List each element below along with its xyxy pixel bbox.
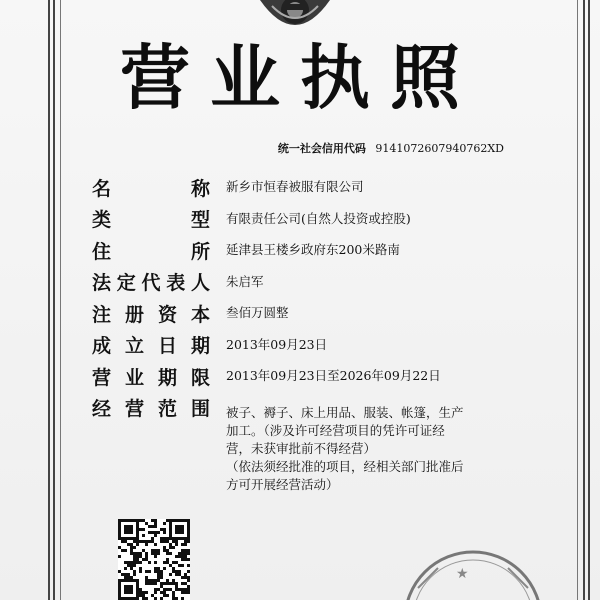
business-scope-line: 加工。（涉及许可经营项目的凭许可证经 [226, 423, 445, 438]
field-label [92, 362, 210, 390]
field-row [92, 331, 532, 363]
field-label-char: 注 [92, 303, 112, 326]
svg-text:★: ★ [456, 566, 469, 582]
field-value: 2013年09月23日至2026年09月22日 [226, 368, 441, 383]
field-label-char: 称 [190, 177, 210, 200]
qr-code-icon [118, 519, 190, 600]
field-label-char: 名 [92, 177, 112, 200]
business-scope-line: （依法须经批准的项目，经相关部门批准后 [226, 459, 464, 474]
field-label-char: 所 [190, 240, 210, 263]
field-value: 新乡市恒春被服有限公司 [226, 179, 364, 194]
field-label [92, 268, 210, 296]
field-row [92, 173, 532, 205]
field-label-char: 资 [157, 303, 177, 326]
field-row [92, 299, 532, 331]
field-value: 延津县王楼乡政府东200米路南 [226, 242, 400, 257]
field-label [92, 173, 210, 201]
field-row [92, 268, 532, 300]
field-value: 叁佰万圆整 [226, 305, 289, 320]
credit-code-value: 9141072607940762XD [375, 142, 504, 155]
field-label-char: 法 [92, 272, 112, 294]
field-label-char: 范 [157, 398, 177, 420]
field-label-char: 围 [190, 398, 210, 420]
field-label-char: 定 [116, 272, 136, 294]
business-scope-line: 被子、褥子、床上用品、服装、帐篷，生产 [226, 405, 464, 420]
business-scope-line: 方可开展经营活动） [226, 477, 339, 492]
field-row [92, 362, 532, 394]
field-label-char: 人 [190, 272, 210, 294]
field-label [92, 331, 210, 359]
field-label-char: 业 [124, 366, 144, 389]
field-label-char: 代 [141, 272, 161, 294]
field-label-char: 期 [157, 366, 177, 389]
field-label-char: 类 [92, 209, 112, 231]
national-emblem-icon [250, 0, 340, 34]
field-label-char: 营 [92, 366, 112, 389]
business-scope [226, 404, 516, 494]
official-seal-icon [378, 548, 568, 600]
field-value: 有限责任公司(自然人投资或控股) [226, 210, 411, 226]
field-label-char: 限 [190, 366, 210, 389]
field-label-char: 住 [92, 240, 112, 263]
field-label-char: 册 [124, 303, 144, 326]
field-label-char: 日 [157, 335, 177, 357]
license-fields [92, 173, 532, 425]
field-label-char: 期 [190, 335, 210, 357]
field-label-char: 经 [92, 398, 112, 420]
field-label-char: 本 [190, 303, 210, 326]
field-label-char: 型 [190, 209, 210, 231]
field-label [92, 236, 210, 264]
field-label-char: 立 [124, 335, 144, 357]
field-label [92, 394, 210, 422]
field-label-char: 营 [124, 398, 144, 420]
field-label-char: 表 [166, 272, 186, 294]
credit-code [278, 140, 504, 156]
page-title: 营业执照 [120, 37, 480, 119]
field-label-char: 成 [92, 335, 112, 357]
field-row [92, 236, 532, 268]
field-label [92, 205, 210, 233]
field-value: 朱启军 [226, 273, 264, 289]
field-label [92, 299, 210, 327]
field-row [92, 205, 532, 237]
credit-code-label: 统一社会信用代码 [277, 142, 366, 155]
business-scope-line: 营，未获审批前不得经营） [226, 441, 377, 456]
field-value: 2013年09月23日 [226, 336, 328, 352]
